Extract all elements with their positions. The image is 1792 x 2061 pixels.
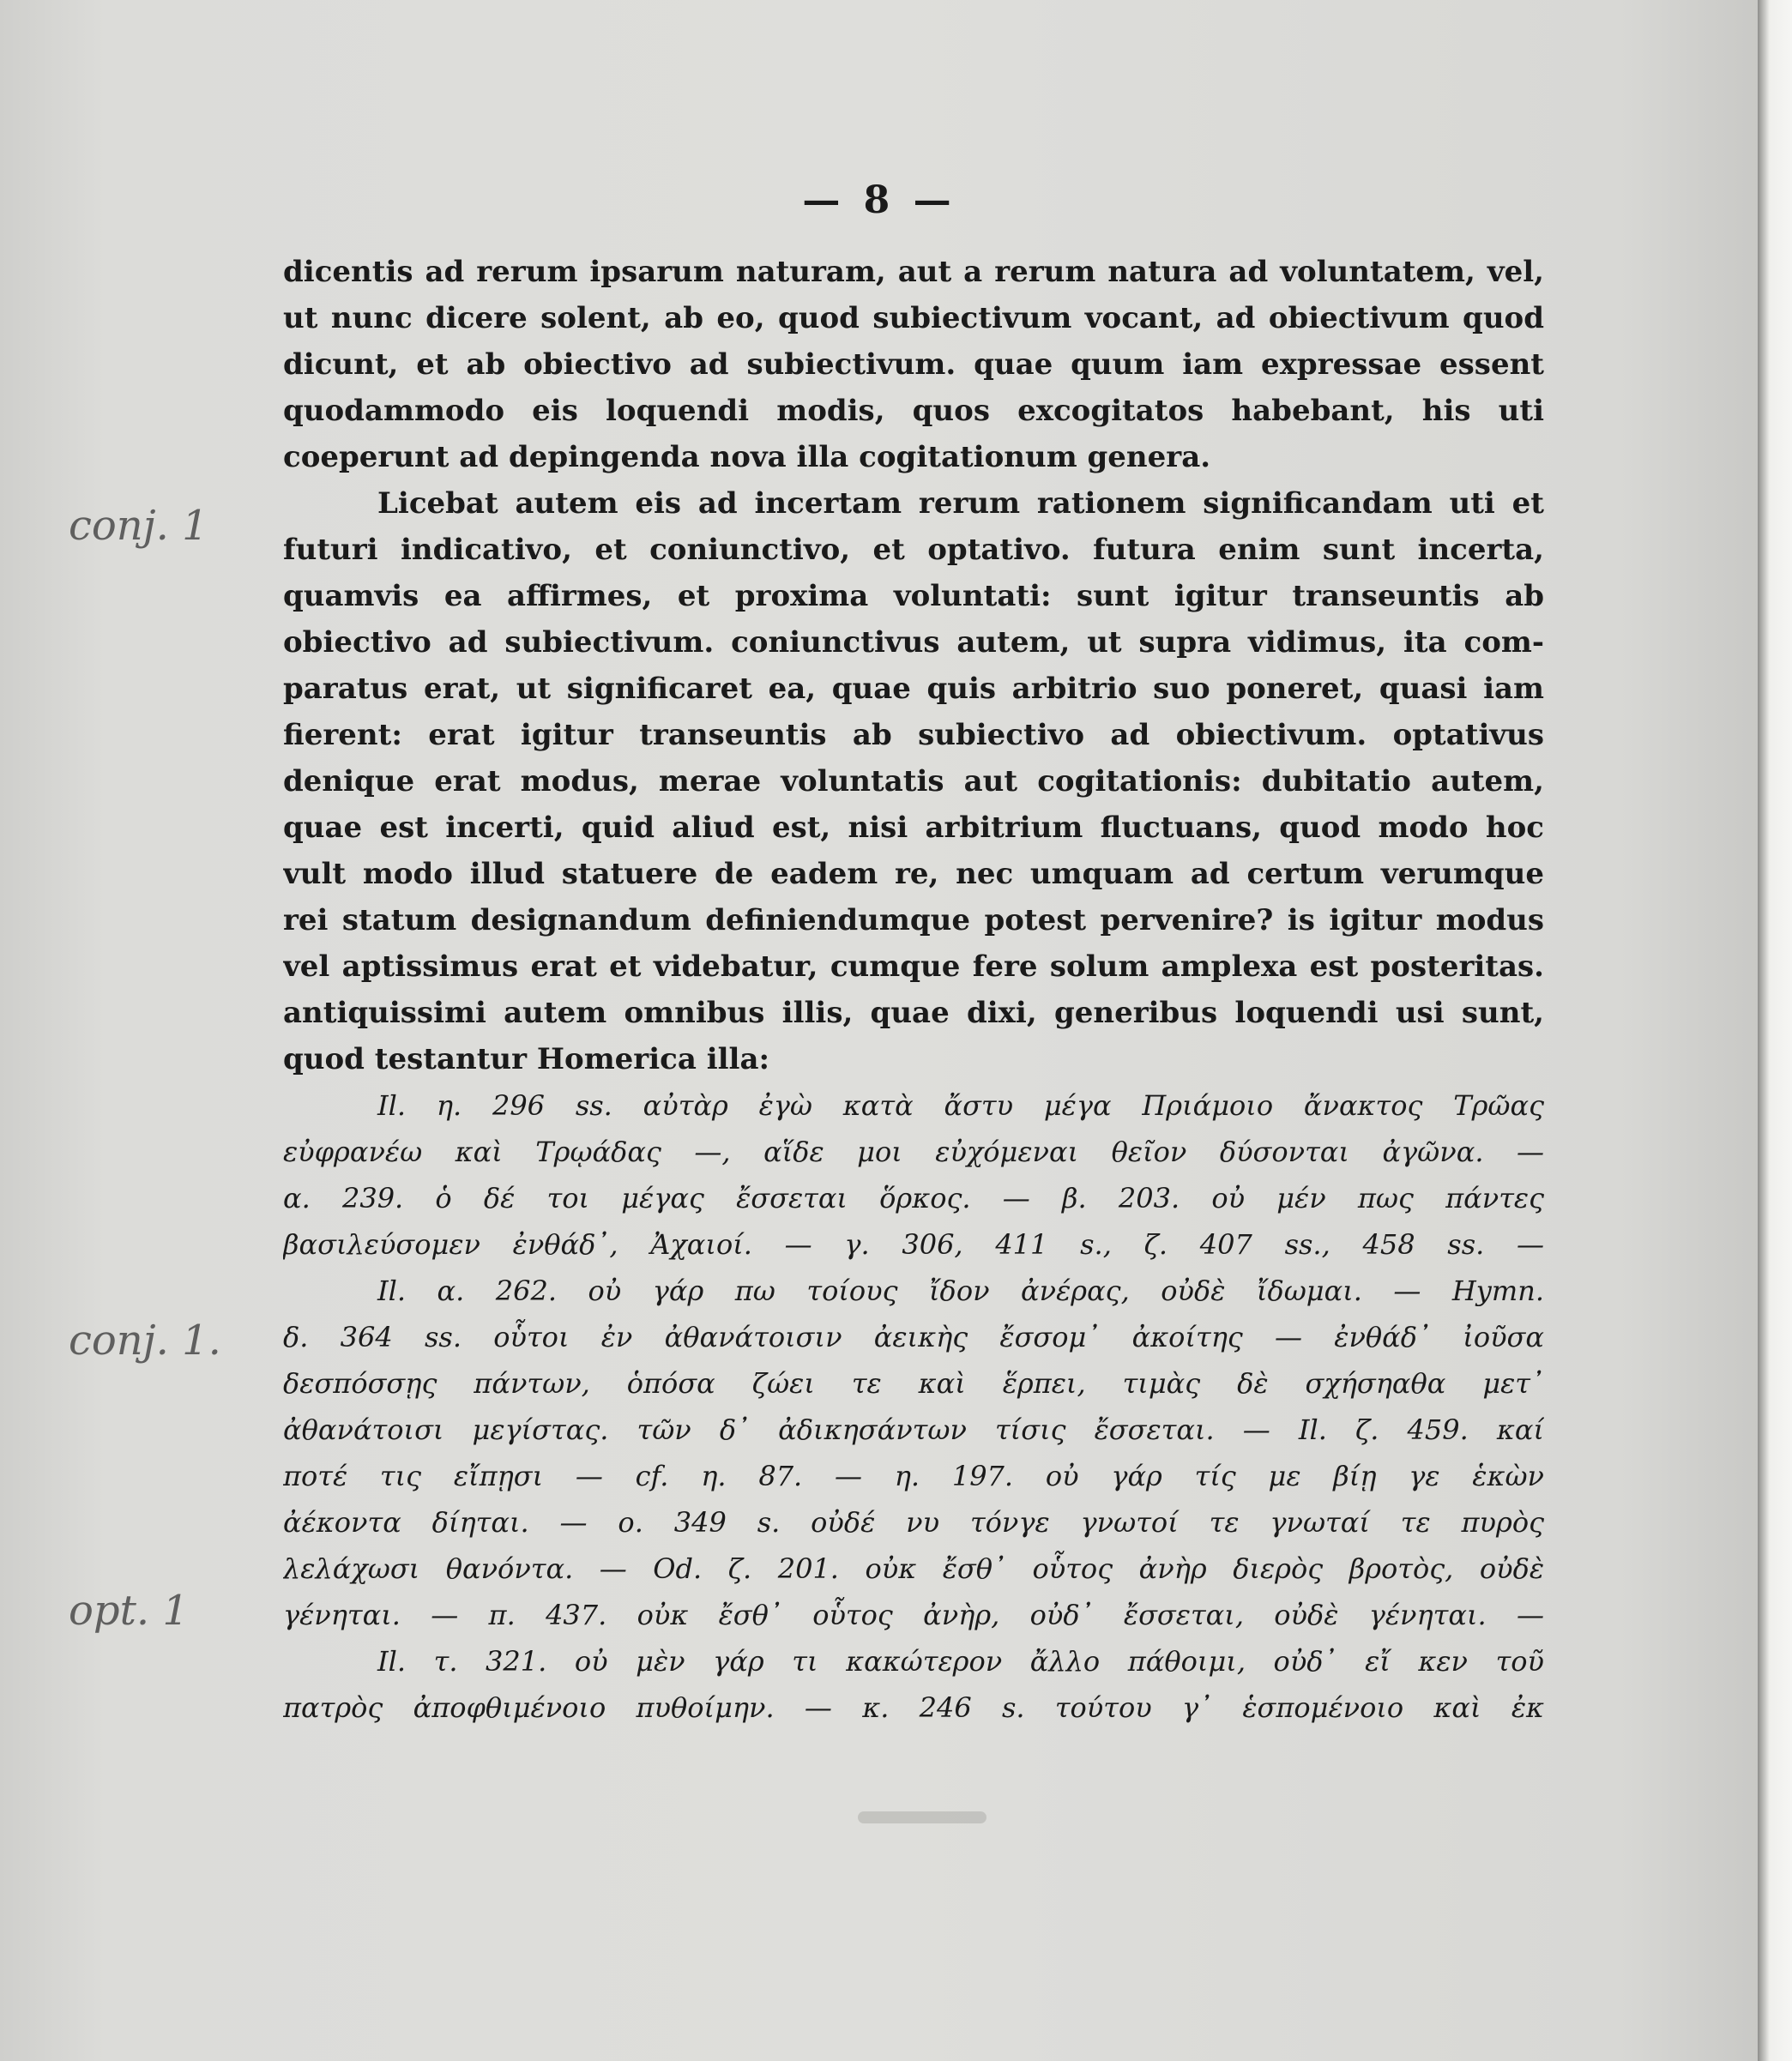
text-line: paratus erat, ut significaret ea, quae quis arbitrio suo poneret, quasi iam [283,672,1544,706]
quote-line: ἀθανάτοισι μεγίστας. τῶν δ᾽ ἀδικησάντων τίσις ἔσσεται. — Il. ζ. 459. καί [283,1413,1544,1446]
text-line: vult modo illud statuere de eadem re, nec umquam ad certum verumque [283,857,1544,891]
text-line: futuri indicativo, et coniunctivo, et optativo. futura enim sunt incerta, [283,533,1544,567]
text-line: coeperunt ad depingenda nova illa cogitationum genera. [283,440,1211,474]
quote-line: λελάχωσι θανόντα. — Od. ζ. 201. οὐκ ἔσθ᾽ οὗτος ἀνὴρ διερὸς βροτὸς, οὐδὲ [283,1552,1544,1585]
quote-line: Il. η. 296 ss. αὐτὰρ ἐγὼ κατὰ ἄστυ μέγα Πριάμοιο ἄνακτος Τρῶας [377,1089,1544,1122]
body-text [283,249,1544,1731]
margin-note-conj-1: conj. 1 [69,502,208,550]
quote-line: α. 239. ὁ δέ τοι μέγας ἔσσεται ὅρκος. — β. 203. οὐ μέν πως πάντες [283,1182,1544,1214]
quote-line: πατρὸς ἀποφθιμένοιο πυθοίμην. — κ. 246 s. τούτου γ᾽ ἑσπομένοιο καὶ ἐκ [283,1691,1544,1724]
text-line: dicentis ad rerum ipsarum naturam, aut a rerum natura ad voluntatem, vel, [283,255,1544,289]
text-line: quodammodo eis loquendi modis, quos excogitatos habebant, his uti [283,394,1544,428]
quote-line: βασιλεύσομεν ἐνθάδ᾽, Ἀχαιοί. — γ. 306, 411 s., ζ. 407 ss., 458 ss. — [283,1228,1544,1261]
text-line: Licebat autem eis ad incertam rerum rationem significandam uti et [377,486,1544,521]
quote-line: ἀέκοντα δίηται. — ο. 349 s. οὐδέ νυ τόνγε γνωτοί τε γνωταί τε πυρὸς [283,1506,1544,1539]
quote-line: γένηται. — π. 437. οὐκ ἔσθ᾽ οὗτος ἀνὴρ, οὐδ᾽ ἔσσεται, οὐδὲ γένηται. — [283,1599,1544,1631]
text-line: fierent: erat igitur transeuntis ab subiectivo ad obiectivum. optativus [283,718,1544,752]
quote-line: εὐφρανέω καὶ Τρῳάδας —, αἵδε μοι εὐχόμεναι θεῖον δύσονται ἀγῶνα. — [283,1136,1544,1168]
text-line: dicunt, et ab obiectivo ad subiectivum. quae quum iam expressae essent [283,347,1544,382]
quote-line: δ. 364 ss. οὗτοι ἐν ἀθανάτοισιν ἀεικὴς ἔσσομ᾽ ἀκοίτης — ἐνθάδ᾽ ἰοῦσα [283,1321,1544,1353]
margin-note-conj-1-second: conj. 1. [69,1317,221,1365]
quote-line: Il. τ. 321. οὐ μὲν γάρ τι κακώτερον ἄλλο πάθοιμι, οὐδ᾽ εἴ κεν τοῦ [377,1645,1544,1678]
ink-smudge [858,1811,987,1823]
text-line: quamvis ea affirmes, et proxima voluntati: sunt igitur transeuntis ab [283,579,1544,613]
text-line: antiquissimi autem omnibus illis, quae dixi, generibus loquendi usi sunt, [283,996,1544,1030]
quote-line: Il. α. 262. οὐ γάρ πω τοίους ἴδον ἀνέρας, οὐδὲ ἴδωμαι. — Hymn. [377,1275,1544,1307]
margin-note-opt-1: opt. 1 [69,1587,189,1635]
text-line: rei statum designandum definiendumque potest pervenire? is igitur modus [283,903,1544,937]
text-line: denique erat modus, merae voluntatis aut cogitationis: dubitatio autem, [283,764,1544,798]
quote-line: ποτέ τις εἴπῃσι — cf. η. 87. — η. 197. οὐ γάρ τίς με βίῃ γε ἑκὼν [283,1460,1544,1492]
page-number: — 8 — [802,178,956,222]
quote-line: δεσπόσσῃς πάντων, ὁπόσα ζώει τε καὶ ἕρπει, τιμὰς δὲ σχήσηαθα μετ᾽ [283,1367,1544,1400]
text-line: obiectivo ad subiectivum. coniunctivus autem, ut supra vidimus, ita com- [283,625,1544,660]
text-line: quae est incerti, quid aliud est, nisi arbitrium fluctuans, quod modo hoc [283,811,1544,845]
book-spine-edge [1758,0,1792,2061]
text-line: quod testantur Homerica illa: [283,1042,770,1076]
text-line: vel aptissimus erat et videbatur, cumque fere solum amplexa est posteritas. [283,949,1544,984]
text-line: ut nunc dicere solent, ab eo, quod subiectivum vocant, ad obiectivum quod [283,301,1544,335]
